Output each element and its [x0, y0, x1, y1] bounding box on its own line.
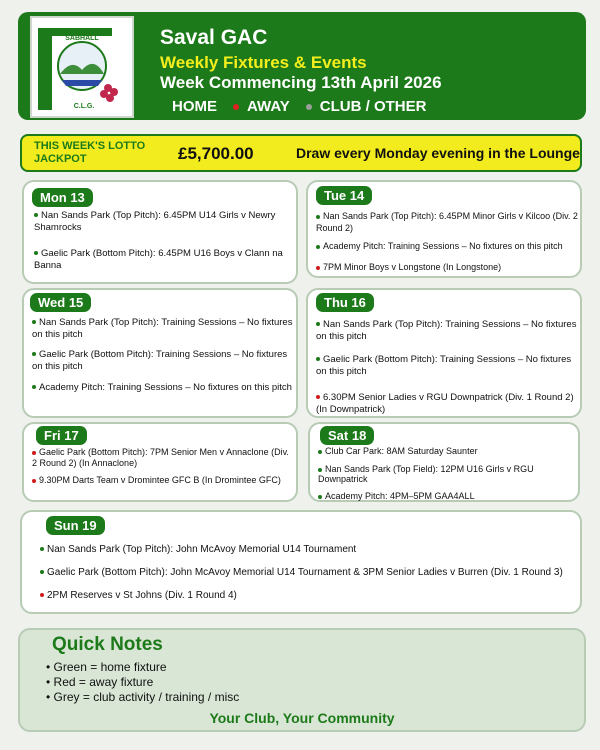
home-bullet-icon — [40, 547, 44, 551]
svg-text:C.L.G.: C.L.G. — [73, 103, 95, 110]
day-card-fri — [22, 422, 298, 502]
fixture-entry: Gaelic Park (Bottom Pitch): John McAvoy Memorial U14 Tournament & 3PM Senior Ladies v Burren (Div. 1 Round 3) — [40, 567, 580, 579]
club-tagline: Your Club, Your Community — [209, 710, 395, 726]
away-bullet-icon — [316, 395, 320, 399]
home-bullet-icon — [316, 322, 320, 326]
fixture-entry: Gaelic Park (Bottom Pitch): Training Sessions – No fixtures on this pitch — [316, 354, 572, 377]
day-card-tue — [306, 180, 582, 278]
away-dot-icon — [233, 104, 239, 110]
fixture-entry: Nan Sands Park (Top Pitch): John McAvoy Memorial U14 Tournament — [40, 544, 580, 556]
fixture-entry: 6.30PM Senior Ladies v RGU Downpatrick (Div. 1 Round 2) (In Downpatrick) — [316, 392, 574, 415]
home-bullet-icon — [32, 320, 36, 324]
day-label-mon: Mon 13 — [32, 188, 93, 207]
club-dot-icon — [306, 104, 312, 110]
fixture-legend — [172, 98, 442, 115]
fixture-entry: 9.30PM Darts Team v Dromintee GFC B (In Dromintee GFC) — [32, 475, 294, 486]
legend-club: CLUB / OTHER — [319, 98, 427, 115]
day-label-fri: Fri 17 — [36, 426, 87, 445]
day-card-sat — [308, 422, 580, 502]
home-bullet-icon — [318, 450, 322, 454]
lotto-draw-info: Draw every Monday evening in the Lounge — [296, 145, 580, 161]
fixture-entry: Nan Sands Park (Top Pitch): Training Sessions – No fixtures on this pitch — [32, 317, 293, 340]
away-bullet-icon — [32, 451, 36, 455]
legend-away: AWAY — [247, 98, 290, 115]
week-commencing: Week Commencing 13th April 2026 — [160, 73, 442, 92]
home-bullet-icon — [318, 495, 322, 499]
note-item: • Red = away fixture — [46, 675, 154, 689]
fixture-entry: Nan Sands Park (Top Pitch): 6.45PM U14 Girls v Newry Shamrocks — [34, 210, 276, 233]
home-bullet-icon — [32, 385, 36, 389]
day-card-mon — [22, 180, 298, 284]
note-item: • Grey = club activity / training / misc — [46, 690, 240, 704]
crest-icon — [32, 18, 132, 116]
home-bullet-icon — [34, 251, 38, 255]
home-bullet-icon — [34, 213, 38, 217]
away-bullet-icon — [40, 593, 44, 597]
legend-home: HOME — [172, 98, 217, 115]
home-bullet-icon — [32, 352, 36, 356]
day-label-thu: Thu 16 — [316, 293, 374, 312]
day-label-sat: Sat 18 — [320, 426, 374, 445]
fixture-entry: Gaelic Park (Bottom Pitch): 7PM Senior Men v Annaclone (Div. 2 Round 2) (In Annaclone) — [32, 447, 289, 468]
home-bullet-icon — [316, 357, 320, 361]
day-label-sun: Sun 19 — [46, 516, 105, 535]
day-card-wed — [22, 288, 298, 418]
lotto-banner — [20, 134, 582, 172]
quick-notes-panel — [18, 628, 586, 732]
lotto-label: THIS WEEK'S LOTTO JACKPOT — [34, 140, 146, 165]
away-bullet-icon — [316, 266, 320, 270]
day-label-wed: Wed 15 — [30, 293, 91, 312]
away-bullet-icon — [32, 479, 36, 483]
home-bullet-icon — [40, 570, 44, 574]
home-bullet-icon — [318, 468, 322, 472]
day-card-sun — [20, 510, 582, 614]
day-card-thu — [306, 288, 582, 418]
fixture-entry: Club Car Park: 8AM Saturday Saunter — [318, 446, 576, 456]
fixture-entry: Gaelic Park (Bottom Pitch): 6.45PM U16 Boys v Clann na Banna — [34, 248, 283, 271]
fixture-entry: Gaelic Park (Bottom Pitch): Training Sessions – No fixtures on this pitch — [32, 349, 288, 372]
home-bullet-icon — [316, 245, 320, 249]
quick-notes-title: Quick Notes — [52, 634, 163, 655]
day-label-tue: Tue 14 — [316, 186, 372, 205]
lotto-amount: £5,700.00 — [178, 144, 254, 163]
fixture-entry: Academy Pitch: 4PM–5PM GAA4ALL — [318, 491, 576, 501]
page-subtitle: Weekly Fixtures & Events — [160, 53, 367, 72]
fixture-entry: Nan Sands Park (Top Field): 12PM U16 Girls v RGU Downpatrick — [318, 464, 534, 484]
header-banner — [18, 12, 586, 120]
fixture-entry: 7PM Minor Boys v Longstone (In Longstone) — [316, 261, 578, 273]
fixture-entry: Academy Pitch: Training Sessions – No fixtures on this pitch — [32, 382, 294, 394]
club-crest-logo — [30, 16, 134, 118]
fixture-entry: 2PM Reserves v St Johns (Div. 1 Round 4) — [40, 590, 580, 602]
home-bullet-icon — [316, 215, 320, 219]
fixture-entry: Nan Sands Park (Top Pitch): Training Sessions – No fixtures on this pitch — [316, 319, 577, 342]
fixture-entry: Nan Sands Park (Top Pitch): 6.45PM Minor Girls v Kilcoo (Div. 2 Round 2) — [316, 211, 578, 233]
note-item: • Green = home fixture — [46, 660, 167, 674]
fixture-entry: Academy Pitch: Training Sessions – No fixtures on this pitch — [316, 240, 578, 252]
club-title: Saval GAC — [160, 26, 268, 49]
svg-text:SABHALL: SABHALL — [65, 35, 99, 42]
